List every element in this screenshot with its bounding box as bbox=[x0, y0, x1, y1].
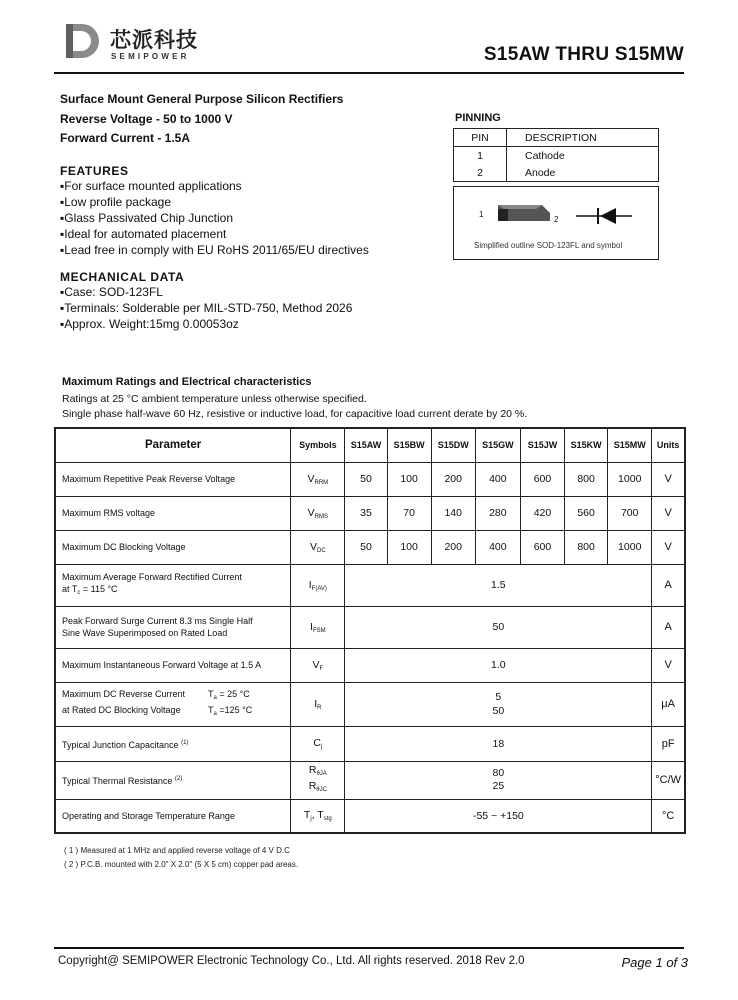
pin-description: Cathode bbox=[507, 147, 659, 165]
unit-cell: V bbox=[652, 496, 685, 530]
intro-line-3: Forward Current - 1.5A bbox=[60, 131, 191, 145]
symbol-cell: $T_j$, $T_{stg}$ bbox=[291, 799, 345, 833]
value-cell: 80 25 bbox=[345, 761, 652, 799]
value-cell: 18 bbox=[345, 726, 652, 761]
diode-symbol-icon bbox=[576, 205, 632, 227]
mechanical-item: ▪Case: SOD-123FL bbox=[60, 285, 163, 299]
symbol-cell: $I_R$ bbox=[291, 682, 345, 726]
value-cell: 1.5 bbox=[345, 564, 652, 606]
logo-english-text: SEMIPOWER bbox=[111, 52, 190, 61]
pinning-table bbox=[453, 128, 659, 182]
page-title: S15AW THRU S15MW bbox=[483, 44, 684, 65]
unit-cell: V bbox=[652, 648, 685, 682]
value-cell: 700 bbox=[608, 496, 652, 530]
symbols-header: Symbols bbox=[291, 428, 345, 462]
feature-item: ▪Low profile package bbox=[60, 195, 171, 209]
value-cell: 400 bbox=[475, 530, 520, 564]
ratings-table bbox=[54, 427, 686, 834]
value-cell: 50 bbox=[345, 606, 652, 648]
symbol-cell: $I_{FSM}$ bbox=[291, 606, 345, 648]
value-cell: 200 bbox=[431, 462, 475, 496]
semipower-logo bbox=[62, 20, 100, 62]
value-cell: 1000 bbox=[608, 530, 652, 564]
pin-number: 2 bbox=[454, 164, 507, 182]
unit-cell: V bbox=[652, 530, 685, 564]
feature-item: ▪Ideal for automated placement bbox=[60, 227, 227, 241]
feature-item: ▪Lead free in comply with EU RoHS 2011/65/EU directives bbox=[60, 243, 369, 257]
mechanical-heading: MECHANICAL DATA bbox=[60, 270, 185, 284]
features-heading: FEATURES bbox=[60, 164, 129, 178]
value-cell: 560 bbox=[565, 496, 608, 530]
package-pin1-label: 1 bbox=[479, 210, 484, 219]
value-cell: 280 bbox=[475, 496, 520, 530]
value-cell: 140 bbox=[431, 496, 475, 530]
package-caption: Simplified outline SOD-123FL and symbol bbox=[474, 241, 623, 250]
intro-line-2: Reverse Voltage - 50 to 1000 V bbox=[60, 112, 233, 126]
parameter-cell: Operating and Storage Temperature Range bbox=[55, 799, 291, 833]
table-row bbox=[55, 564, 685, 606]
unit-cell: μA bbox=[652, 682, 685, 726]
description-header: DESCRIPTION bbox=[507, 129, 659, 147]
symbol-cell: $V_{RRM}$ bbox=[291, 462, 345, 496]
ratings-note-2: Single phase half-wave 60 Hz, resistive or inductive load, for capacitive load current derate by 20 %. bbox=[62, 408, 528, 420]
value-cell: 1.0 bbox=[345, 648, 652, 682]
package-pin2-label: 2 bbox=[554, 215, 559, 224]
symbol-cell: $R_{\theta JA}$ $R_{\theta JC}$ bbox=[291, 761, 345, 799]
table-row bbox=[55, 606, 685, 648]
unit-cell: pF bbox=[652, 726, 685, 761]
value-cell: 800 bbox=[565, 462, 608, 496]
mechanical-item: ▪Approx. Weight:15mg 0.00053oz bbox=[60, 317, 239, 331]
pin-description: Anode bbox=[507, 164, 659, 182]
value-cell: 70 bbox=[387, 496, 431, 530]
parameter-cell: Maximum RMS voltage bbox=[55, 496, 291, 530]
ratings-heading: Maximum Ratings and Electrical characteristics bbox=[62, 376, 312, 388]
mechanical-item: ▪Terminals: Solderable per MIL-STD-750, Method 2026 bbox=[60, 301, 353, 315]
value-cell: 50 bbox=[345, 530, 387, 564]
footnote-2: ( 2 ) P.C.B. mounted with 2.0" X 2.0" (5 X 5 cm) copper pad areas. bbox=[64, 860, 299, 869]
unit-cell: A bbox=[652, 564, 685, 606]
part-header: S15MW bbox=[608, 428, 652, 462]
unit-cell: A bbox=[652, 606, 685, 648]
table-header-row bbox=[55, 428, 685, 462]
symbol-cell: $I_{F(AV)}$ bbox=[291, 564, 345, 606]
header-rule bbox=[54, 72, 684, 74]
pin-header: PIN bbox=[454, 129, 507, 147]
part-header: S15JW bbox=[520, 428, 564, 462]
table-row bbox=[55, 648, 685, 682]
parameter-header: Parameter bbox=[55, 428, 291, 462]
table-row bbox=[55, 799, 685, 833]
value-cell: 50 bbox=[345, 462, 387, 496]
part-header: S15DW bbox=[431, 428, 475, 462]
part-header: S15BW bbox=[387, 428, 431, 462]
table-row bbox=[55, 726, 685, 761]
parameter-cell: Peak Forward Surge Current 8.3 ms Single Half Sine Wave Superimposed on Rated Load bbox=[55, 606, 291, 648]
table-row bbox=[55, 530, 685, 564]
units-header: Units bbox=[652, 428, 685, 462]
table-row bbox=[55, 496, 685, 530]
value-cell: 5 50 bbox=[345, 682, 652, 726]
symbol-cell: $C_j$ bbox=[291, 726, 345, 761]
ratings-note-1: Ratings at 25 °C ambient temperature unless otherwise specified. bbox=[62, 393, 367, 405]
symbol-cell: $V_{RMS}$ bbox=[291, 496, 345, 530]
parameter-cell: Maximum Repetitive Peak Reverse Voltage bbox=[55, 462, 291, 496]
logo-chinese-text: 芯派科技 bbox=[110, 28, 198, 52]
sod123fl-package-icon bbox=[492, 201, 554, 227]
value-cell: 100 bbox=[387, 462, 431, 496]
pinning-heading: PINNING bbox=[455, 112, 501, 124]
intro-line-1: Surface Mount General Purpose Silicon Rectifiers bbox=[60, 92, 344, 106]
unit-cell: °C bbox=[652, 799, 685, 833]
value-cell: -55 ~ +150 bbox=[345, 799, 652, 833]
mechanical-list bbox=[60, 284, 352, 332]
package-outline-box bbox=[453, 186, 659, 260]
value-cell: 600 bbox=[520, 530, 564, 564]
table-row bbox=[55, 761, 685, 799]
pin-number: 1 bbox=[454, 147, 507, 165]
value-cell: 35 bbox=[345, 496, 387, 530]
value-cell: 200 bbox=[431, 530, 475, 564]
value-cell: 100 bbox=[387, 530, 431, 564]
feature-item: ▪For surface mounted applications bbox=[60, 179, 242, 193]
table-row bbox=[55, 462, 685, 496]
footer-rule bbox=[54, 947, 684, 949]
value-cell: 800 bbox=[565, 530, 608, 564]
unit-cell: V bbox=[652, 462, 685, 496]
value-cell: 1000 bbox=[608, 462, 652, 496]
parameter-cell: Maximum DC Blocking Voltage bbox=[55, 530, 291, 564]
copyright-text: Copyright@ SEMIPOWER Electronic Technology Co., Ltd. All rights reserved. 2018 Rev 2.0 bbox=[58, 955, 525, 967]
value-cell: 400 bbox=[475, 462, 520, 496]
parameter-cell: Maximum Average Forward Rectified Current at $T_c = 115$ °C bbox=[55, 564, 291, 606]
parameter-cell: Maximum Instantaneous Forward Voltage at 1.5 A bbox=[55, 648, 291, 682]
table-row bbox=[55, 682, 685, 726]
unit-cell: °C/W bbox=[652, 761, 685, 799]
symbol-cell: $V_{DC}$ bbox=[291, 530, 345, 564]
page-number: Page 1 of 3 bbox=[621, 955, 688, 970]
value-cell: 600 bbox=[520, 462, 564, 496]
parameter-cell: Maximum DC Reverse Current $T_a = 25$ °C at Rated DC Blocking Voltage $T_a =125$ °C bbox=[55, 682, 291, 726]
part-header: S15GW bbox=[475, 428, 520, 462]
value-cell: 420 bbox=[520, 496, 564, 530]
parameter-cell: Typical Junction Capacitance $^{(1)}$ bbox=[55, 726, 291, 761]
symbol-cell: $V_F$ bbox=[291, 648, 345, 682]
part-header: S15AW bbox=[345, 428, 387, 462]
features-list bbox=[60, 178, 369, 258]
part-header: S15KW bbox=[565, 428, 608, 462]
feature-item: ▪Glass Passivated Chip Junction bbox=[60, 211, 234, 225]
footnote-1: ( 1 ) Measured at 1 MHz and applied reverse voltage of 4 V D.C bbox=[64, 846, 290, 855]
parameter-cell: Typical Thermal Resistance $^{(2)}$ bbox=[55, 761, 291, 799]
